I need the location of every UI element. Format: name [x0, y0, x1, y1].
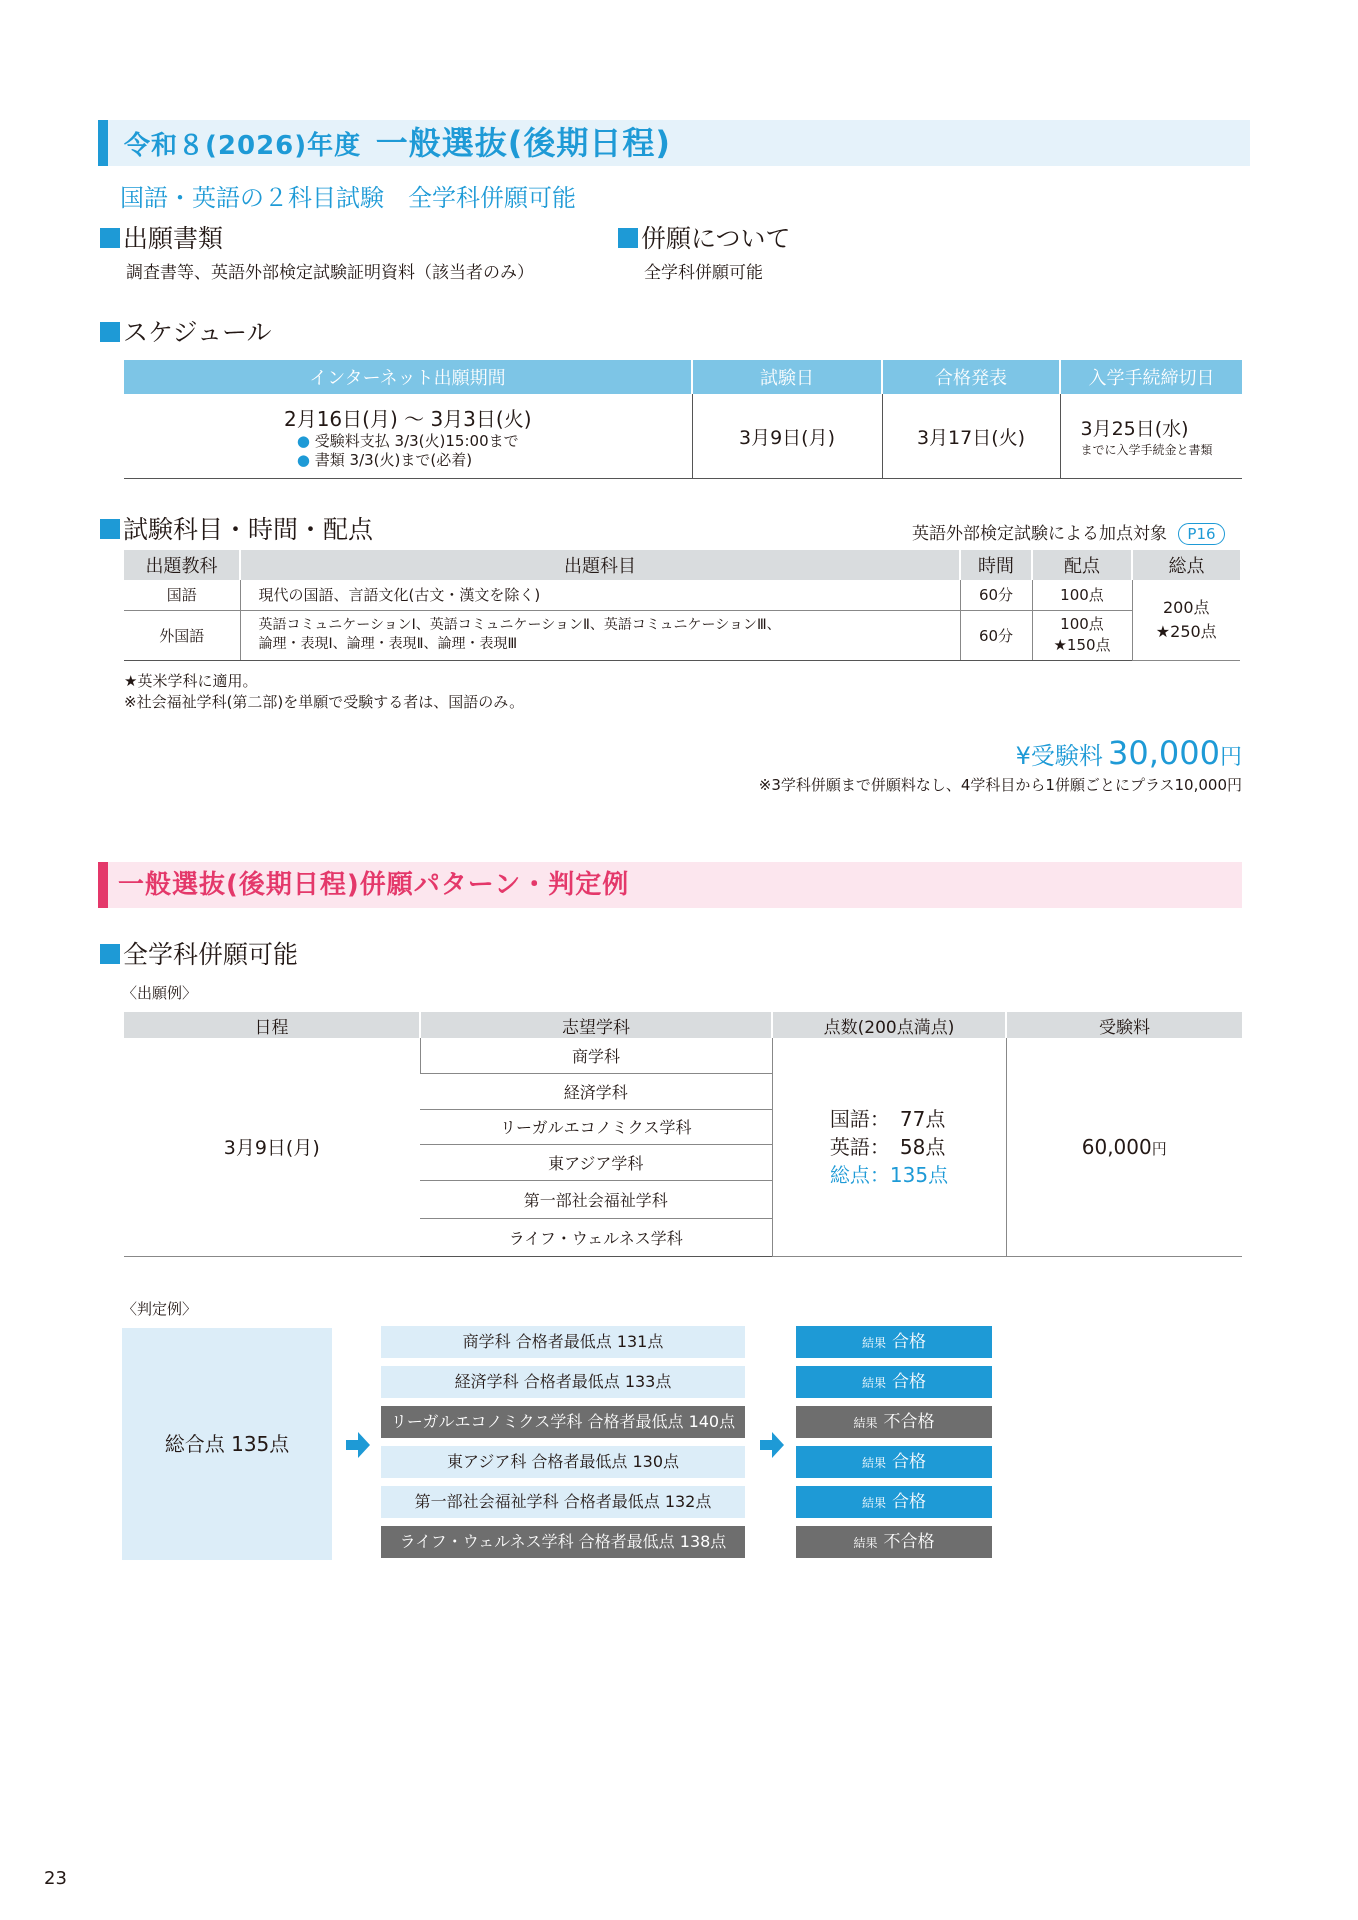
department-row: 経済学科	[420, 1073, 772, 1109]
schedule-header: 合格発表	[882, 360, 1060, 394]
footnote-welfare: ※社会福祉学科(第二部)を単願で受験する者は、国語のみ。	[124, 693, 525, 711]
department-row: 東アジア学科	[420, 1144, 772, 1180]
subject-name: 国語	[124, 580, 240, 610]
result-fail-badge: 結果 不合格	[796, 1526, 992, 1558]
total-points-cell	[1132, 580, 1240, 660]
pattern-header: 受験料	[1006, 1012, 1242, 1038]
result-fail-badge: 結果 不合格	[796, 1406, 992, 1438]
subjects-header: 出題教科	[124, 550, 240, 580]
application-period-cell	[124, 394, 692, 479]
score-japanese: 国語： 77点	[829, 1106, 946, 1131]
judgment-row: ライフ・ウェルネス学科 合格者最低点 138点	[381, 1526, 745, 1558]
title-main: 一般選抜(後期日程)	[375, 124, 671, 162]
deadline-date: 3月25日(水)	[1080, 418, 1189, 440]
section1-banner	[98, 120, 1250, 166]
title-prefix: 令和８(2026)年度	[124, 131, 362, 161]
payment-note: ● 受験料支払 3/3(火)15:00まで	[296, 431, 519, 450]
subjects-heading: 試験科目・時間・配点	[100, 515, 373, 545]
judge-label: 〈判定例〉	[122, 1300, 198, 1318]
subject-name: 外国語	[124, 610, 240, 660]
deadline-note: までに入学手続金と書類	[1080, 443, 1213, 457]
application-period: 2月16日(月) 〜 3月3日(火)	[283, 406, 532, 431]
subject-time: 60分	[960, 580, 1032, 610]
section1-subtitle: 国語・英語の２科目試験 全学科併願可能	[120, 184, 576, 212]
judgment-row: 商学科 合格者最低点 131点	[381, 1326, 745, 1358]
banner-accent-bar	[98, 862, 108, 908]
subjects-header: 配点	[1032, 550, 1132, 580]
exam-fee	[1016, 734, 1242, 772]
department-row: ライフ・ウェルネス学科	[508, 1228, 683, 1248]
judgment-row: 経済学科 合格者最低点 133点	[381, 1366, 745, 1398]
documents-note: ● 書類 3/3(火)まで(必着)	[296, 450, 473, 469]
subject-detail: 英語コミュニケーションⅠ、英語コミュニケーションⅡ、英語コミュニケーションⅢ、 論理・表現Ⅰ、論理・表現Ⅱ、論理・表現Ⅲ	[240, 610, 960, 660]
department-row: リーガルエコノミクス学科	[420, 1109, 772, 1144]
score-cell	[772, 1038, 1006, 1256]
subject-points: 100点	[1032, 580, 1132, 610]
result-pass-badge: 結果 合格	[796, 1486, 992, 1518]
bonus-page-badge[interactable]: P16	[1178, 523, 1224, 545]
docs-text: 調査書等、英語外部検定試験証明資料（該当者のみ）	[126, 263, 534, 283]
bonus-note: 英語外部検定試験による加点対象 P16	[912, 519, 1225, 545]
heigan-heading: 併願について	[618, 224, 791, 254]
section1-title	[124, 120, 671, 172]
fee-amount: 30,000	[1108, 734, 1220, 772]
score-total: 総点：135点	[829, 1162, 949, 1187]
announce-date: 3月17日(火)	[882, 394, 1060, 479]
fee-unit: 円	[1219, 745, 1242, 770]
pattern-header: 日程	[124, 1012, 420, 1038]
total-points-star: ★250点	[1155, 621, 1217, 641]
subjects-header: 総点	[1132, 550, 1240, 580]
fee-label: ¥受験料	[1015, 742, 1103, 770]
pattern-date: 3月9日(月)	[124, 1038, 420, 1256]
arrow-right-icon	[346, 1432, 370, 1458]
subject-time: 60分	[960, 610, 1032, 660]
exam-date: 3月9日(月)	[692, 394, 882, 479]
score-english: 英語： 58点	[829, 1134, 946, 1159]
schedule-header: 試験日	[692, 360, 882, 394]
department-row: 商学科	[420, 1038, 772, 1073]
total-score-box: 総合点 135点	[122, 1328, 332, 1560]
subject-points: 100点 ★150点	[1032, 610, 1132, 660]
all-departments-heading: 全学科併願可能	[100, 940, 298, 970]
schedule-table	[124, 360, 1242, 479]
pattern-header: 志望学科	[420, 1012, 772, 1038]
banner-accent-bar	[98, 120, 108, 166]
footnote-star: ★英米学科に適用。	[124, 672, 258, 690]
result-pass-badge: 結果 合格	[796, 1326, 992, 1358]
schedule-heading: スケジュール	[100, 318, 272, 348]
heigan-text: 全学科併願可能	[644, 263, 763, 283]
result-pass-badge: 結果 合格	[796, 1366, 992, 1398]
fee-note: ※3学科併願まで併願料なし、4学科目から1併願ごとにプラス10,000円	[758, 776, 1242, 794]
schedule-header: インターネット出願期間	[124, 360, 692, 394]
result-pass-badge: 結果 合格	[796, 1446, 992, 1478]
pattern-header: 点数(200点満点)	[772, 1012, 1006, 1038]
judgment-row: 東アジア科 合格者最低点 130点	[381, 1446, 745, 1478]
arrow-right-icon	[760, 1432, 784, 1458]
subjects-table	[124, 550, 1240, 661]
subjects-header: 時間	[960, 550, 1032, 580]
pattern-fee: 60,000円	[1006, 1038, 1242, 1256]
total-points: 200点	[1162, 597, 1210, 617]
section2-title: 一般選抜(後期日程)併願パターン・判定例	[118, 870, 630, 900]
subject-detail: 現代の国語、言語文化(古文・漢文を除く)	[240, 580, 960, 610]
judgment-row: 第一部社会福祉学科 合格者最低点 132点	[381, 1486, 745, 1518]
deadline-cell	[1060, 394, 1242, 479]
judgment-row: リーガルエコノミクス学科 合格者最低点 140点	[381, 1406, 745, 1438]
department-row: 第一部社会福祉学科	[420, 1180, 772, 1218]
schedule-header: 入学手続締切日	[1060, 360, 1242, 394]
page-number: 23	[44, 1868, 67, 1889]
example-label: 〈出願例〉	[122, 984, 198, 1002]
subjects-header: 出題科目	[240, 550, 960, 580]
docs-heading: 出願書類	[100, 224, 223, 254]
section2-banner	[98, 862, 1242, 908]
pattern-table	[124, 1012, 1242, 1257]
